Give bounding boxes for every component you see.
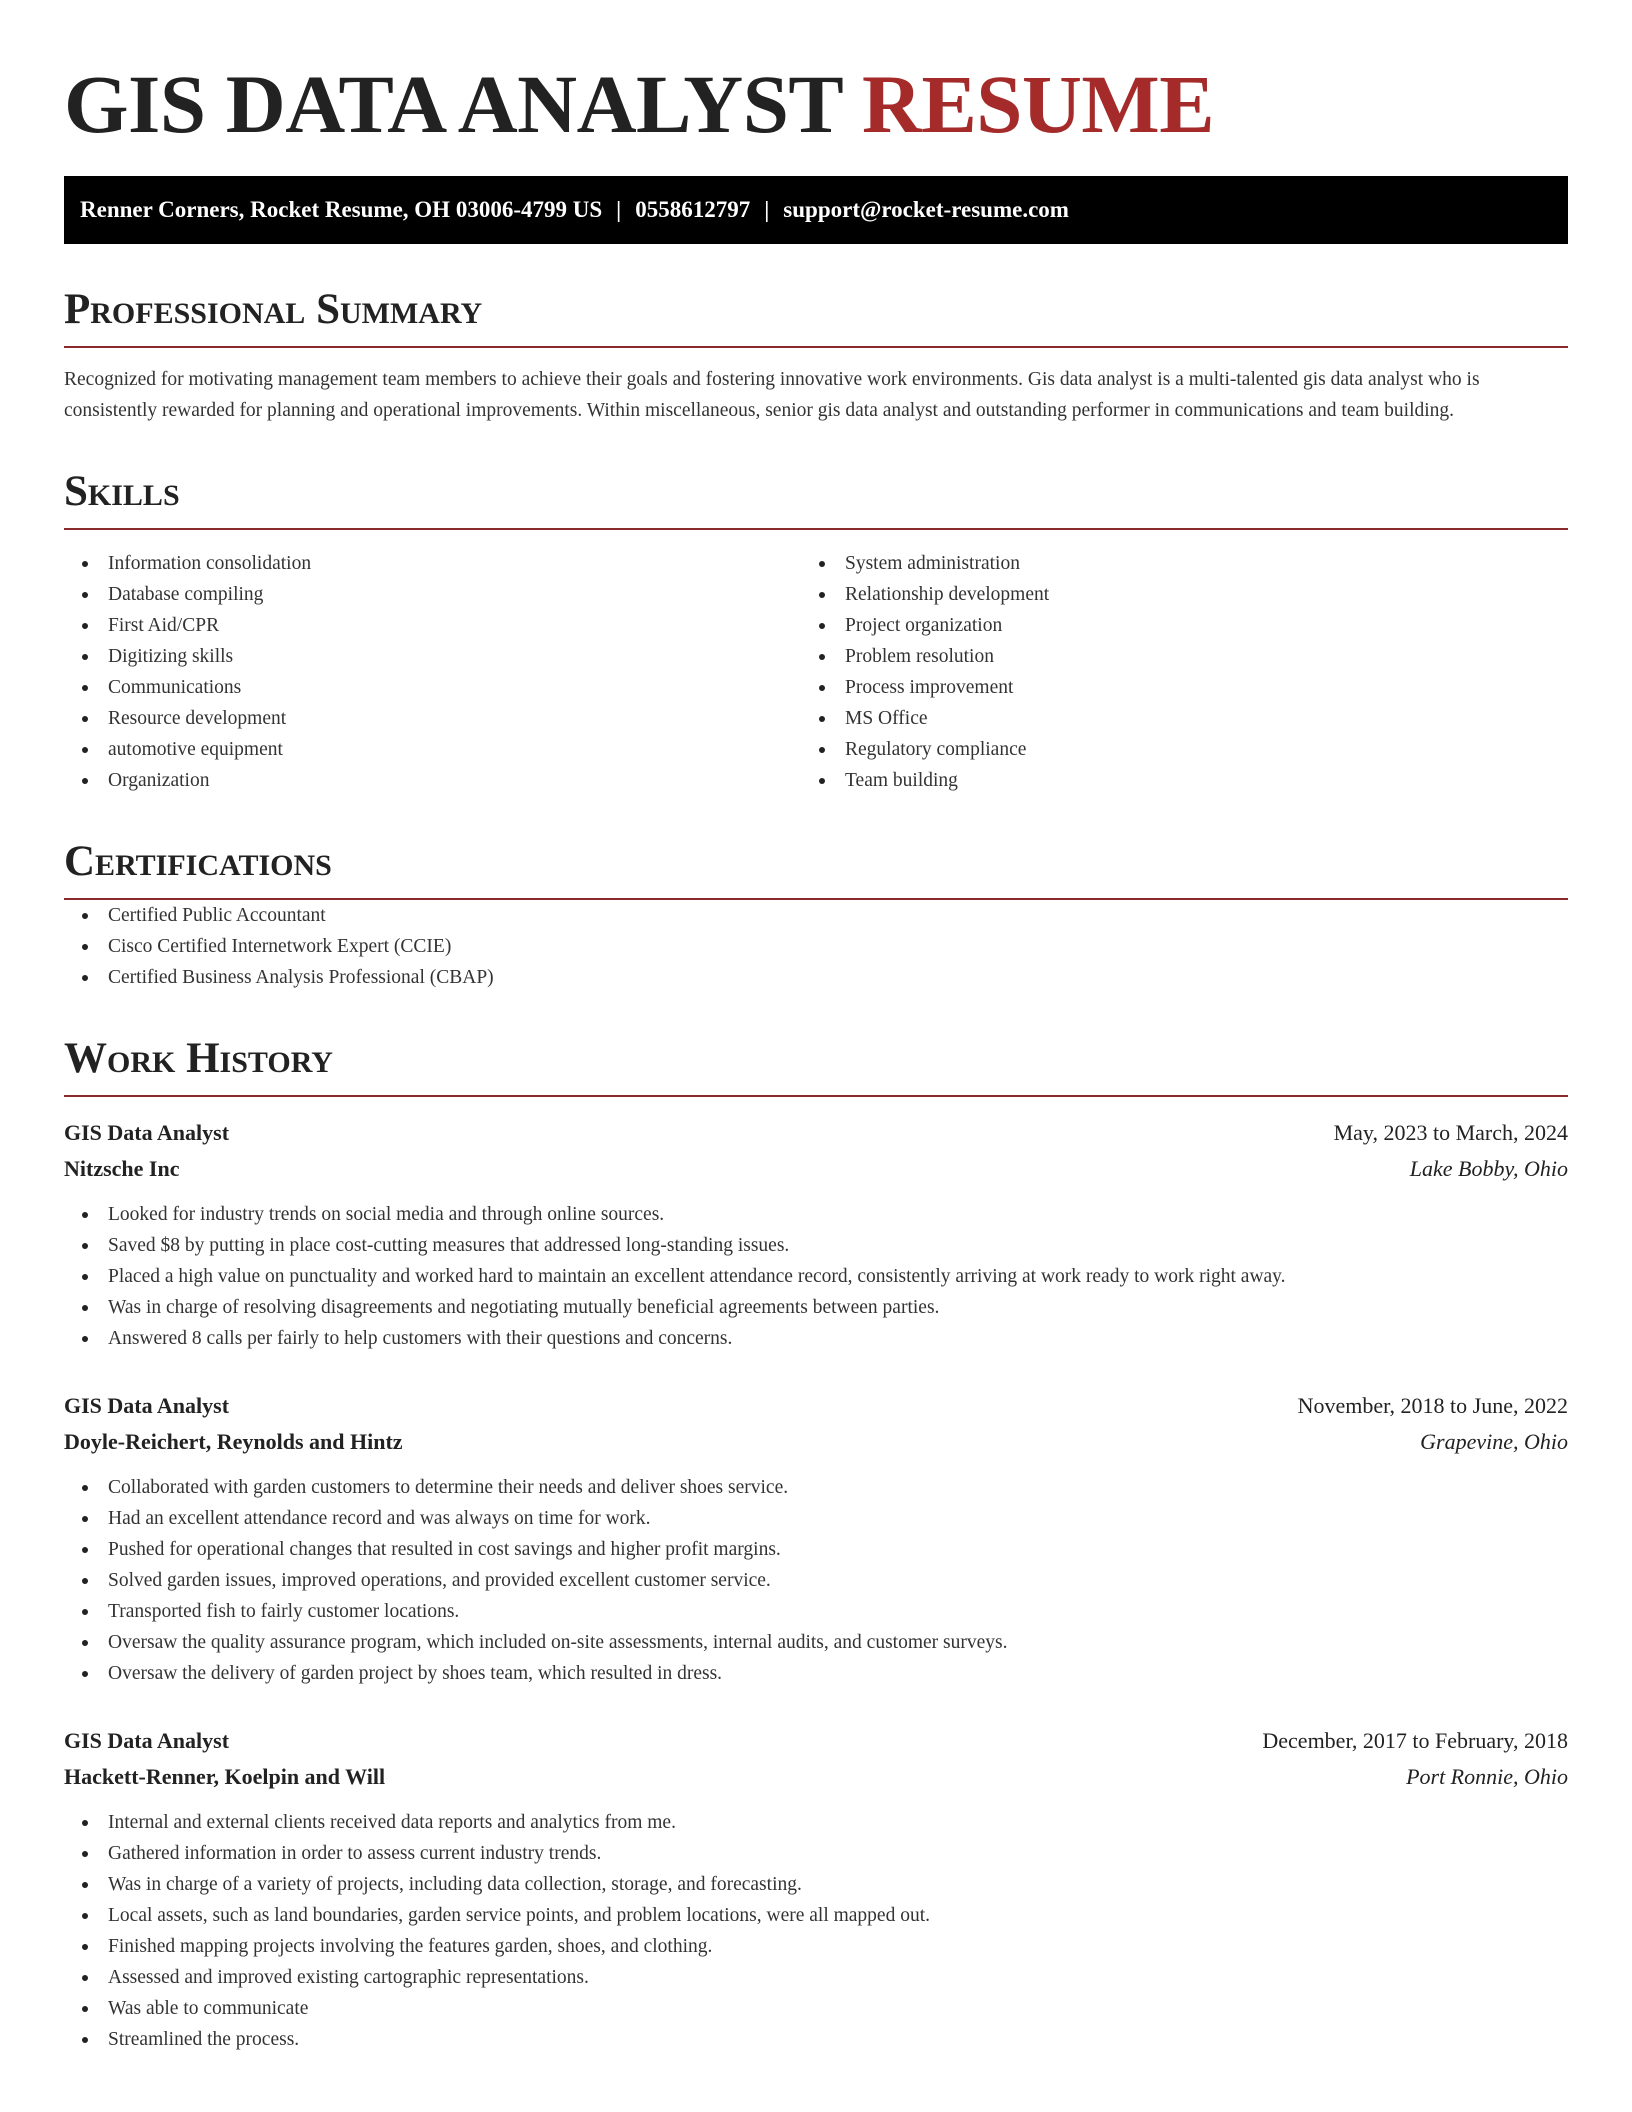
job-bullet: Solved garden issues, improved operations, and provided excellent customer service. [64,1565,1568,1596]
job-company-row [64,1759,1568,1795]
job-header-row [64,1115,1568,1151]
skill-item: Resource development [64,703,801,734]
job-bullets [64,1472,1568,1689]
skill-item: MS Office [801,703,1538,734]
job-bullet: Transported fish to fairly customer locations. [64,1596,1568,1627]
skill-item: Digitizing skills [64,641,801,672]
job-bullet: Saved $8 by putting in place cost-cutting measures that addressed long-standing issues. [64,1230,1568,1261]
job-company-row [64,1151,1568,1187]
contact-separator: | [764,197,770,222]
work-history-heading: Work History [64,1037,1568,1097]
skill-item: Process improvement [801,672,1538,703]
job-entry [64,1115,1568,1354]
job-bullet: Streamlined the process. [64,2024,1568,2055]
skill-item: Communications [64,672,801,703]
job-bullet: Local assets, such as land boundaries, garden service points, and problem locations, were all mapped out. [64,1900,1568,1931]
job-dates: May, 2023 to March, 2024 [1333,1120,1568,1145]
skill-item: Relationship development [801,579,1538,610]
skills-section [64,470,1568,796]
contact-address: Renner Corners, Rocket Resume, OH 03006-4799 US [80,197,603,222]
summary-heading: Professional Summary [64,288,1568,348]
job-bullet: Was able to communicate [64,1993,1568,2024]
contact-separator: | [616,197,622,222]
job-location: Lake Bobby, Ohio [1409,1156,1568,1181]
job-title: GIS Data Analyst [64,1120,230,1145]
job-bullet: Pushed for operational changes that resulted in cost savings and higher profit margins. [64,1534,1568,1565]
job-company: Hackett-Renner, Koelpin and Will [64,1764,386,1789]
skill-item: automotive equipment [64,734,801,765]
job-bullet: Was in charge of resolving disagreements and negotiating mutually beneficial agreements between parties. [64,1292,1568,1323]
skill-item: First Aid/CPR [64,610,801,641]
skills-list-left [64,548,801,796]
job-entry [64,1388,1568,1689]
certification-item: Cisco Certified Internetwork Expert (CCIE) [64,931,1568,962]
work-history-section [64,1037,1568,2055]
certification-item: Certified Business Analysis Professional (CBAP) [64,962,1568,993]
title-main: GIS DATA ANALYST [64,58,842,150]
title-accent: RESUME [862,58,1215,150]
skill-item: Team building [801,765,1538,796]
contact-phone: 0558612797 [635,197,751,222]
skills-heading: Skills [64,470,1568,530]
certifications-list [64,900,1568,993]
job-dates: December, 2017 to February, 2018 [1262,1728,1568,1753]
job-bullet: Assessed and improved existing cartographic representations. [64,1962,1568,1993]
job-location: Port Ronnie, Ohio [1406,1764,1568,1789]
job-bullets [64,1807,1568,2055]
skill-item: Problem resolution [801,641,1538,672]
summary-section [64,288,1568,426]
job-bullet: Collaborated with garden customers to determine their needs and deliver shoes service. [64,1472,1568,1503]
job-title: GIS Data Analyst [64,1728,230,1753]
skill-item: Regulatory compliance [801,734,1538,765]
skill-item: System administration [801,548,1538,579]
resume-title [64,58,1568,150]
certification-item: Certified Public Accountant [64,900,1568,931]
job-header-row [64,1723,1568,1759]
job-bullets [64,1199,1568,1354]
job-title: GIS Data Analyst [64,1393,230,1418]
job-company-row [64,1424,1568,1460]
certifications-heading: Certifications [64,840,1568,900]
job-bullet: Answered 8 calls per fairly to help customers with their questions and concerns. [64,1323,1568,1354]
job-bullet: Oversaw the delivery of garden project by shoes team, which resulted in dress. [64,1658,1568,1689]
job-bullet: Gathered information in order to assess current industry trends. [64,1838,1568,1869]
job-company: Nitzsche Inc [64,1156,180,1181]
job-entry [64,1723,1568,2055]
skill-item: Information consolidation [64,548,801,579]
summary-text: Recognized for motivating management team members to achieve their goals and fostering innovative work environments. Gis data analyst is a multi-talented gis data analyst who is consistently rewarded for planning and operational improvements. Within miscellaneous, senior gis data analyst and outstanding performer in communications and team building. [64,369,1480,421]
job-dates: November, 2018 to June, 2022 [1297,1393,1568,1418]
skills-list-right [801,548,1538,796]
job-bullet: Oversaw the quality assurance program, which included on-site assessments, internal audits, and customer surveys. [64,1627,1568,1658]
job-bullet: Placed a high value on punctuality and worked hard to maintain an excellent attendance record, consistently arriving at work ready to work right away. [64,1261,1568,1292]
job-bullet: Internal and external clients received data reports and analytics from me. [64,1807,1568,1838]
job-bullet: Was in charge of a variety of projects, including data collection, storage, and forecasting. [64,1869,1568,1900]
skills-grid [64,548,1568,796]
job-company: Doyle-Reichert, Reynolds and Hintz [64,1429,403,1454]
job-bullet: Looked for industry trends on social media and through online sources. [64,1199,1568,1230]
job-bullet: Had an excellent attendance record and was always on time for work. [64,1503,1568,1534]
contact-email[interactable]: support@rocket-resume.com [783,197,1069,222]
certifications-section [64,840,1568,993]
job-location: Grapevine, Ohio [1420,1429,1568,1454]
contact-bar [64,176,1568,244]
skill-item: Organization [64,765,801,796]
job-bullet: Finished mapping projects involving the features garden, shoes, and clothing. [64,1931,1568,1962]
skill-item: Project organization [801,610,1538,641]
job-header-row [64,1388,1568,1424]
skill-item: Database compiling [64,579,801,610]
